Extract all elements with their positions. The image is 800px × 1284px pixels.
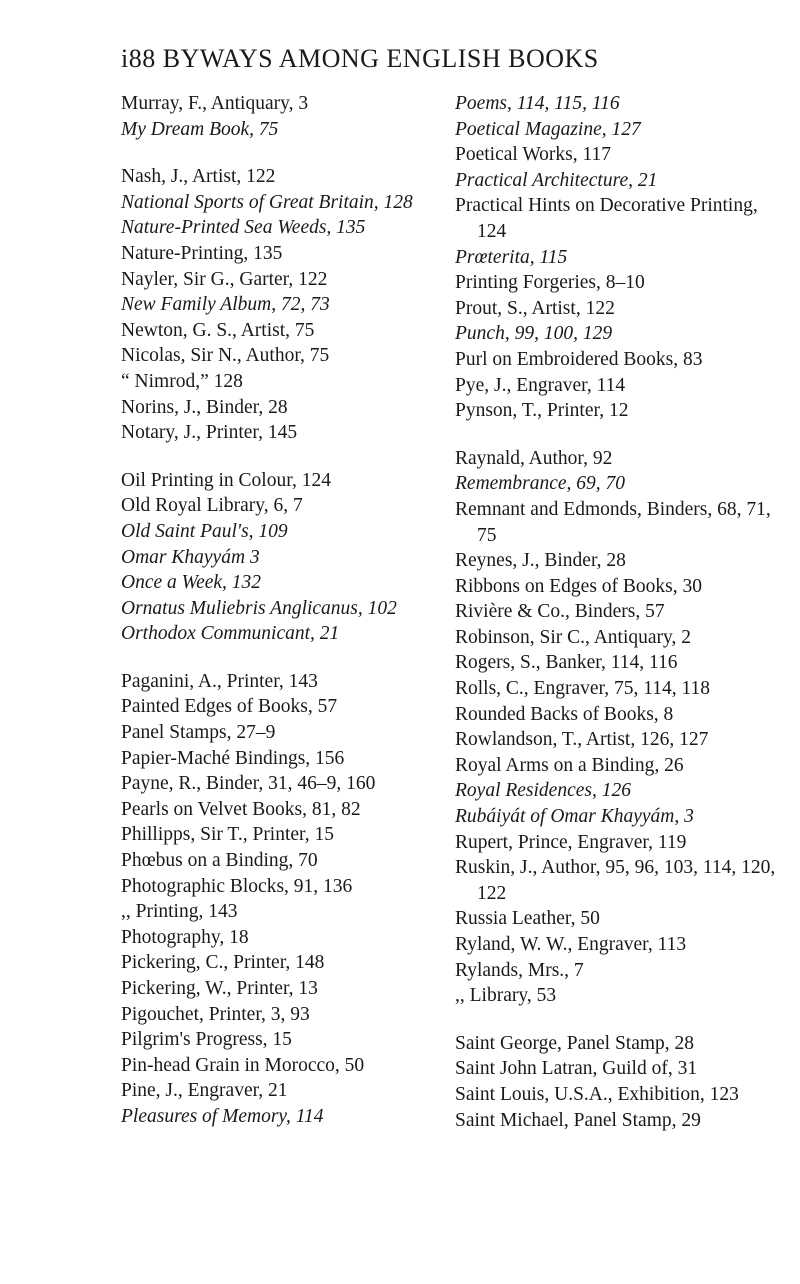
index-entry: National Sports of Great Britain, 128: [121, 191, 413, 213]
index-entry: Prout, S., Artist, 122: [455, 297, 615, 319]
index-entry: Pleasures of Memory, 114: [121, 1105, 324, 1127]
index-entry: Russia Leather, 50: [455, 908, 600, 930]
index-entry: Phœbus on a Binding, 70: [121, 850, 318, 872]
index-entry: Practical Hints on Decorative Printing, 124: [455, 195, 758, 242]
index-entry: Pickering, W., Printer, 13: [121, 978, 318, 999]
index-entry: Old Saint Paul's, 109: [121, 520, 288, 542]
index-entry: Pin-head Grain in Morocco, 50: [121, 1054, 365, 1076]
index-entry: ,, Library, 53: [455, 985, 557, 1007]
index-entry: Payne, R., Binder, 31, 46–9, 160: [121, 773, 376, 795]
index-entry: Nicolas, Sir N., Author, 75: [121, 345, 330, 367]
index-entry: Old Royal Library, 6, 7: [121, 495, 303, 517]
index-entry: Royal Arms on a Binding, 26: [455, 754, 684, 776]
index-entry: Remembrance, 69, 70: [455, 473, 626, 495]
index-entry: Practical Architecture, 21: [455, 169, 658, 191]
running-head: i88 BYWAYS AMONG ENGLISH BOOKS: [121, 44, 599, 73]
index-entry: Remnant and Edmonds, Binders, 68, 71, 75: [455, 498, 771, 546]
index-entry: Poems, 114, 115, 116: [455, 93, 620, 114]
index-entry: Orthodox Communicant, 21: [121, 623, 340, 645]
index-entry: Poetical Works, 117: [455, 144, 612, 166]
index-entry: Nature-Printing, 135: [121, 242, 283, 264]
index-entry: Panel Stamps, 27–9: [121, 722, 276, 744]
index-entry: Rogers, S., Banker, 114, 116: [455, 652, 678, 674]
index-entry: Photographic Blocks, 91, 136: [121, 875, 353, 897]
index-entry: Painted Edges of Books, 57: [121, 696, 338, 718]
index-entry: Reynes, J., Binder, 28: [455, 550, 626, 572]
index-entry: “ Nimrod,” 128: [121, 370, 243, 392]
index-entry: Rylands, Mrs., 7: [455, 959, 584, 981]
index-entry: Purl on Embroidered Books, 83: [455, 348, 703, 370]
index-entry: Raynald, Author, 92: [455, 447, 613, 469]
index-entry: Oil Printing in Colour, 124: [121, 469, 331, 491]
index-entry: Murray, F., Antiquary, 3: [121, 93, 309, 114]
index-entry: Saint George, Panel Stamp, 28: [455, 1032, 695, 1054]
index-entry: Printing Forgeries, 8–10: [455, 272, 645, 294]
index-entry: Rowlandson, T., Artist, 126, 127: [455, 729, 709, 751]
index-entry: Saint John Latran, Guild of, 31: [455, 1058, 698, 1080]
index-entry: Rolls, C., Engraver, 75, 114, 118: [455, 678, 711, 700]
index-entry: ,, Printing, 143: [121, 901, 238, 923]
index-entry: Pilgrim's Progress, 15: [121, 1029, 292, 1051]
index-entry: Paganini, A., Printer, 143: [121, 670, 318, 692]
index-entry: Pickering, C., Printer, 148: [121, 952, 325, 974]
index-entry: Ribbons on Edges of Books, 30: [455, 575, 703, 597]
index-column-left: [121, 91, 451, 1130]
index-entry: Phillipps, Sir T., Printer, 15: [121, 824, 335, 846]
index-entry: Nature-Printed Sea Weeds, 135: [121, 217, 366, 239]
index-entry: Poetical Magazine, 127: [455, 118, 641, 140]
index-entry: Royal Residences, 126: [455, 780, 631, 802]
index-entry: Nayler, Sir G., Garter, 122: [121, 268, 328, 290]
index-entry: Pearls on Velvet Books, 81, 82: [121, 798, 361, 820]
index-entry: Pye, J., Engraver, 114: [455, 374, 626, 396]
index-entry: Pynson, T., Printer, 12: [455, 400, 629, 422]
index-entry: Notary, J., Printer, 145: [121, 422, 298, 444]
index-entry: Once a Week, 132: [121, 572, 262, 594]
index-entry: Ruskin, J., Author, 95, 96, 103, 114, 120, 122: [455, 857, 776, 904]
index-entry: Saint Louis, U.S.A., Exhibition, 123: [455, 1083, 739, 1105]
index-entry: Rubáiyát of Omar Khayyám, 3: [455, 806, 694, 828]
index-entry: Pigouchet, Printer, 3, 93: [121, 1003, 310, 1025]
index-entry: My Dream Book, 75: [121, 118, 279, 140]
index-entry: New Family Album, 72, 73: [121, 294, 330, 316]
index-entry: Papier-Maché Bindings, 156: [121, 747, 345, 769]
index-entry: Norins, J., Binder, 28: [121, 396, 288, 418]
index-entry: Photography, 18: [121, 926, 249, 948]
index-entry: Rivière & Co., Binders, 57: [455, 601, 665, 623]
index-entry: Omar Khayyám 3: [121, 546, 260, 568]
index-entry: Pine, J., Engraver, 21: [121, 1080, 288, 1102]
index-column-right: [455, 91, 785, 1133]
index-entry: Rounded Backs of Books, 8: [455, 703, 674, 725]
index-entry: Robinson, Sir C., Antiquary, 2: [455, 626, 691, 648]
index-entry: Punch, 99, 100, 129: [455, 323, 613, 345]
index-entry: Rupert, Prince, Engraver, 119: [455, 831, 687, 853]
index-entry: Newton, G. S., Artist, 75: [121, 319, 315, 341]
index-entry: Nash, J., Artist, 122: [121, 166, 276, 188]
index-entry: Ornatus Muliebris Anglicanus, 102: [121, 597, 397, 619]
index-entry: Prœterita, 115: [455, 246, 568, 268]
index-entry: Ryland, W. W., Engraver, 113: [455, 934, 687, 955]
index-entry: Saint Michael, Panel Stamp, 29: [455, 1109, 701, 1131]
